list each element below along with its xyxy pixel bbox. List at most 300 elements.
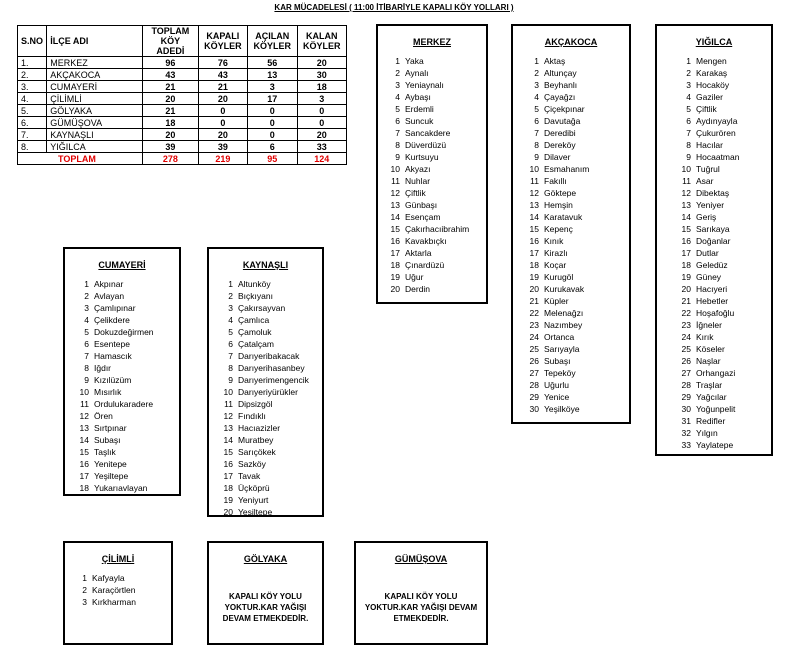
item-number: 2 [228,291,233,301]
item-number: 12 [681,188,691,198]
list-item [69,482,179,494]
village-list [513,55,629,415]
list-item [69,434,179,446]
village-name: Hoşafoğlu [696,308,735,318]
item-number: 2 [395,68,400,78]
col-header-remaining: KALAN KÖYLER [297,26,347,57]
village-name: Kafyayla [92,573,125,583]
list-item [519,391,629,403]
item-number: 5 [686,104,691,114]
village-name: Altunköy [238,279,271,289]
village-name: Yukarıavlayan [94,483,148,493]
list-item [671,427,771,439]
village-name: Kınık [544,236,564,246]
item-number: 5 [228,327,233,337]
list-item [380,271,486,283]
list-item [380,115,486,127]
village-name: Çamlıpınar [94,303,136,313]
list-item [380,55,486,67]
item-number: 14 [79,435,89,445]
item-number: 20 [390,284,400,294]
village-name: Hacıazizler [238,423,281,433]
total-label: TOPLAM [18,153,143,165]
item-number: 16 [529,236,539,246]
list-item [671,163,771,175]
item-number: 26 [529,356,539,366]
district-title: MERKEZ [413,37,451,47]
village-name: Subaşı [544,356,571,366]
village-name: Darıyeriyürükler [238,387,298,397]
district-title: GÖLYAKA [243,554,288,564]
list-item [671,67,771,79]
item-number: 8 [228,363,233,373]
village-name: Yeşiltepe [238,507,273,517]
district-box-cumayeri [63,247,181,496]
item-number: 18 [223,483,233,493]
remaining-sum: 124 [297,153,347,165]
item-number: 22 [529,308,539,318]
village-name: Taşlık [94,447,116,457]
village-list [209,278,322,518]
cell-closed: 21 [198,81,247,93]
closed-sum: 219 [198,153,247,165]
cell-total: 20 [143,129,199,141]
village-name: Traşlar [696,380,723,390]
village-name: Hacıyeri [696,284,728,294]
village-name: Hebetler [696,296,729,306]
item-number: 6 [534,116,539,126]
list-item [519,355,629,367]
col-header-total: TOPLAM KÖY ADEDİ [143,26,199,57]
cell-opened: 17 [248,93,297,105]
list-item [213,350,322,362]
village-name: Çınardüzü [405,260,445,270]
list-item [213,374,322,386]
village-name: Sancakdere [405,128,451,138]
item-number: 17 [390,248,400,258]
list-item [519,331,629,343]
cell-closed: 20 [198,129,247,141]
item-number: 31 [681,416,691,426]
village-name: Aktarla [405,248,432,258]
list-item [213,410,322,422]
item-number: 13 [681,200,691,210]
cell-sno: 2. [18,69,47,81]
list-item [671,235,771,247]
list-item [380,223,486,235]
item-number: 21 [681,296,691,306]
cell-closed: 76 [198,57,247,69]
list-item [380,163,486,175]
village-name: Koçar [544,260,567,270]
village-name: Kurtsuyu [405,152,439,162]
list-item [671,115,771,127]
list-item [213,482,322,494]
district-title: GÜMÜŞOVA [394,554,448,564]
village-name: Sarıçökek [238,447,276,457]
village-name: Çukurören [696,128,736,138]
list-item [519,55,629,67]
item-number: 15 [79,447,89,457]
list-item [213,434,322,446]
item-number: 20 [223,507,233,517]
item-number: 8 [84,363,89,373]
list-item [671,379,771,391]
village-name: Sarıyayla [544,344,580,354]
cell-total: 21 [143,105,199,117]
village-name: Aynalı [405,68,429,78]
message-line: DEVAM ETMEKDEDİR. [222,614,309,623]
list-item [69,446,179,458]
cell-total: 21 [143,81,199,93]
list-item [519,283,629,295]
village-name: Ortanca [544,332,575,342]
village-name: Kepenç [544,224,573,234]
list-item [380,79,486,91]
item-number: 4 [534,92,539,102]
opened-sum: 95 [248,153,297,165]
list-item [671,259,771,271]
cell-sno: 5. [18,105,47,117]
list-item [671,391,771,403]
message-line: KAPALI KÖY YOLU [384,592,458,601]
item-number: 6 [686,116,691,126]
village-name: Yeniaynalı [405,80,444,90]
item-number: 4 [686,92,691,102]
cell-district: CUMAYERİ [47,81,143,93]
item-number: 10 [529,164,539,174]
item-number: 13 [79,423,89,433]
list-item [69,398,179,410]
item-number: 1 [534,56,539,66]
village-name: Kırkharman [92,597,136,607]
village-name: Kavakbıçkı [405,236,447,246]
item-number: 2 [84,291,89,301]
list-item [519,247,629,259]
item-number: 29 [681,392,691,402]
col-header-district: İLÇE ADI [47,26,143,57]
item-number: 14 [529,212,539,222]
list-item [671,331,771,343]
cell-sno: 1. [18,57,47,69]
item-number: 28 [681,380,691,390]
village-name: Çamlıca [238,315,270,325]
list-item [519,367,629,379]
item-number: 17 [681,248,691,258]
table-row [18,69,347,81]
village-name: Çayağzı [544,92,576,102]
village-list [657,55,771,451]
list-item [519,175,629,187]
village-name: Kirazlı [544,248,568,258]
village-name: Hocaköy [696,80,730,90]
item-number: 16 [223,459,233,469]
cell-district: GÜMÜŞOVA [47,117,143,129]
summary-table [17,25,347,165]
list-item [213,506,322,518]
village-name: Geriş [696,212,717,222]
cell-opened: 13 [248,69,297,81]
list-item [213,362,322,374]
item-number: 3 [686,80,691,90]
item-number: 1 [395,56,400,66]
village-name: Mengen [696,56,727,66]
list-item [671,307,771,319]
table-header-row [18,26,347,57]
cell-district: AKÇAKOCA [47,69,143,81]
list-item [380,103,486,115]
list-item [213,314,322,326]
item-number: 11 [682,176,691,186]
list-item [380,139,486,151]
district-box-golyaka [207,541,324,645]
list-item [519,403,629,415]
item-number: 17 [79,471,89,481]
message-line: YOKTUR.KAR YAĞIŞI DEVAM [364,603,478,612]
item-number: 18 [79,483,89,493]
item-number: 8 [534,140,539,150]
item-number: 15 [390,224,400,234]
message-line: KAPALI KÖY YOLU [229,592,302,601]
village-list [65,278,179,494]
village-name: Çamoluk [238,327,272,337]
list-item [213,290,322,302]
list-item [69,374,179,386]
village-name: Hamascık [94,351,132,361]
item-number: 11 [391,176,400,186]
item-number: 4 [84,315,89,325]
item-number: 18 [529,260,539,270]
village-name: Fındıklı [238,411,266,421]
list-item [519,139,629,151]
cell-district: KAYNAŞLI [47,129,143,141]
cell-opened: 0 [248,105,297,117]
item-number: 19 [223,495,233,505]
list-item [519,259,629,271]
list-item [519,187,629,199]
list-item [671,187,771,199]
village-name: Beyhanlı [544,80,578,90]
list-item [213,470,322,482]
item-number: 32 [681,428,691,438]
table-row [18,129,347,141]
list-item [671,199,771,211]
item-number: 28 [529,380,539,390]
list-item [69,470,179,482]
cell-sno: 7. [18,129,47,141]
village-name: Günbaşı [405,200,438,210]
list-item [671,283,771,295]
item-number: 3 [534,80,539,90]
item-number: 3 [84,303,89,313]
village-name: Melenağzı [544,308,584,318]
cell-opened: 56 [248,57,297,69]
item-number: 33 [681,440,691,450]
list-item [380,283,486,295]
village-name: Çiftlik [696,104,717,114]
village-name: Ordulukaradere [94,399,154,409]
village-name: Subaşı [94,435,121,445]
list-item [671,403,771,415]
item-number: 14 [390,212,400,222]
list-item [519,319,629,331]
item-number: 29 [529,392,539,402]
village-name: Karaçörtlen [92,585,136,595]
item-number: 10 [681,164,691,174]
item-number: 7 [84,351,89,361]
list-item [519,307,629,319]
item-number: 14 [681,212,691,222]
item-number: 7 [395,128,400,138]
list-item [67,572,171,584]
village-name: Yoğunpelit [696,404,736,414]
item-number: 17 [529,248,539,258]
village-name: Yenice [544,392,570,402]
item-number: 1 [228,279,233,289]
cell-remaining: 0 [297,105,347,117]
village-name: Erdemli [405,104,434,114]
item-number: 5 [84,327,89,337]
list-item [69,314,179,326]
item-number: 25 [681,344,691,354]
village-name: Orhangazi [696,368,736,378]
list-item [69,422,179,434]
village-name: Yaka [405,56,424,66]
list-item [213,302,322,314]
village-name: Düverdüzü [405,140,447,150]
village-name: Karakaş [696,68,728,78]
list-item [671,79,771,91]
cell-closed: 20 [198,93,247,105]
village-name: Aydınyayla [696,116,738,126]
item-number: 5 [534,104,539,114]
list-item [519,151,629,163]
village-name: Doğanlar [696,236,731,246]
list-item [519,115,629,127]
list-item [519,127,629,139]
list-item [671,355,771,367]
village-name: Tavak [238,471,261,481]
village-name: Güney [696,272,722,282]
item-number: 8 [395,140,400,150]
list-item [69,458,179,470]
village-name: Çakırsayvan [238,303,286,313]
village-name: Köseler [696,344,725,354]
village-name: Uğurlu [544,380,570,390]
cell-sno: 3. [18,81,47,93]
cell-remaining: 20 [297,57,347,69]
table-row [18,105,347,117]
list-item [519,379,629,391]
cell-opened: 3 [248,81,297,93]
item-number: 21 [529,296,539,306]
cell-total: 20 [143,93,199,105]
cell-remaining: 30 [297,69,347,81]
list-item [519,67,629,79]
list-item [671,91,771,103]
village-name: Altunçay [544,68,577,78]
list-item [213,422,322,434]
item-number: 27 [681,368,691,378]
cell-sno: 6. [18,117,47,129]
item-number: 13 [390,200,400,210]
list-item [671,343,771,355]
village-name: Kızılüzüm [94,375,132,385]
cell-closed: 39 [198,141,247,153]
item-number: 1 [82,573,87,583]
district-title: KAYNAŞLI [242,260,289,270]
village-name: Derdin [405,284,431,294]
cell-total: 96 [143,57,199,69]
village-name: Darıyerimengencik [238,375,309,385]
district-box-yigilca [655,24,773,456]
list-item [213,338,322,350]
cell-remaining: 20 [297,129,347,141]
list-item [671,211,771,223]
item-number: 20 [681,284,691,294]
list-item [380,67,486,79]
village-name: Asar [696,176,714,186]
village-name: Avlayan [94,291,125,301]
item-number: 4 [395,92,400,102]
cell-total: 43 [143,69,199,81]
list-item [380,235,486,247]
village-name: Aybaşı [405,92,431,102]
table-row [18,93,347,105]
item-number: 20 [529,284,539,294]
village-name: Esmahanım [544,164,590,174]
item-number: 16 [79,459,89,469]
village-list [378,55,486,295]
village-name: Fakıllı [544,176,567,186]
list-item [380,151,486,163]
list-item [67,596,171,608]
list-item [380,127,486,139]
village-name: Dilaver [544,152,571,162]
village-name: Çelikdere [94,315,130,325]
item-number: 4 [228,315,233,325]
village-name: Yeşilköye [544,404,580,414]
list-item [519,295,629,307]
district-box-merkez [376,24,488,304]
item-number: 19 [681,272,691,282]
district-box-kaynasli [207,247,324,517]
list-item [671,55,771,67]
item-number: 27 [529,368,539,378]
list-item [671,139,771,151]
item-number: 12 [529,188,539,198]
list-item [380,199,486,211]
list-item [671,223,771,235]
cell-closed: 0 [198,105,247,117]
list-item [519,199,629,211]
list-item [213,494,322,506]
village-name: Davutağa [544,116,581,126]
village-name: Dipsizgöl [238,399,273,409]
village-name: Küpler [544,296,569,306]
list-item [380,91,486,103]
message-line: ETMEKDEDİR. [393,614,449,623]
item-number: 16 [681,236,691,246]
item-number: 1 [84,279,89,289]
list-item [213,386,322,398]
village-name: Yaylatepe [696,440,734,450]
item-number: 24 [681,332,691,342]
item-number: 8 [686,140,691,150]
village-name: Tepeköy [544,368,576,378]
item-number: 19 [390,272,400,282]
item-number: 15 [681,224,691,234]
